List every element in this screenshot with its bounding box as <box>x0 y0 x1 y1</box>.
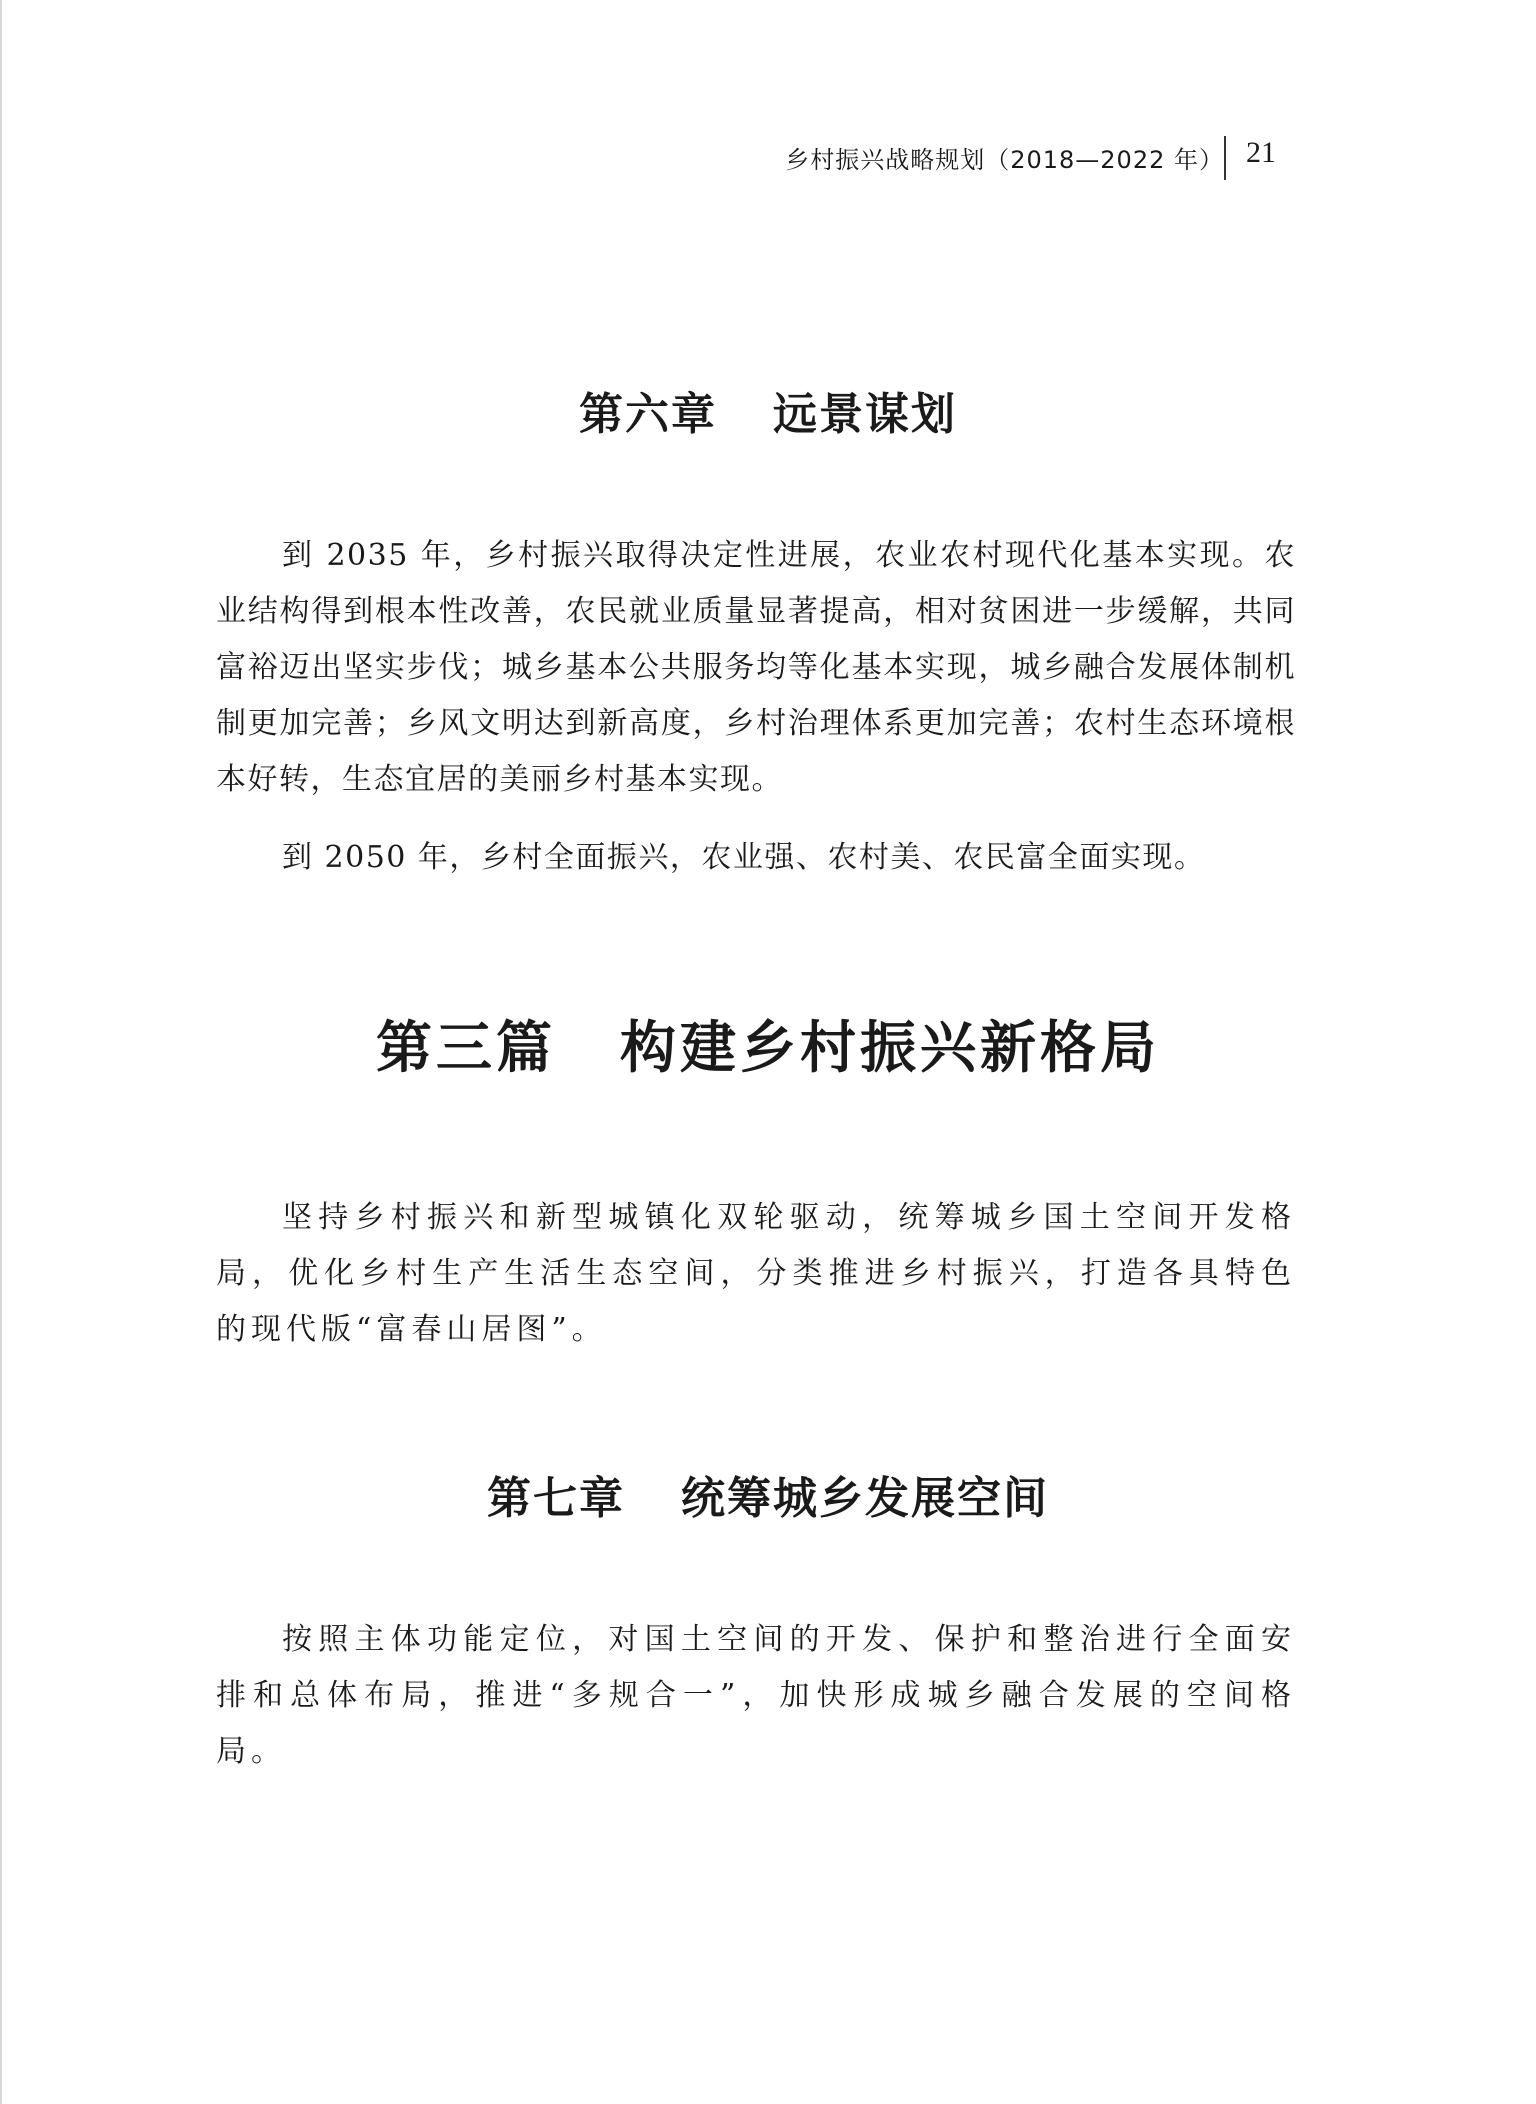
chapter-6-label: 第六章 <box>579 389 717 440</box>
page-number: 21 <box>1246 136 1276 169</box>
part-3-heading <box>0 1004 1536 1084</box>
chapter-7-title: 统筹城乡发展空间 <box>681 1473 1049 1524</box>
chapter-6-paragraph-1: 到 2035 年，乡村振兴取得决定性进展，农业农村现代化基本实现。农业结构得到根本性改善，农民就业质量显著提高，相对贫困进一步缓解，共同富裕迈出坚实步伐；城乡基本公共服务均等化基本实现，城乡融合发展体制机制更加完善；乡风文明达到新高度，乡村治理体系更加完善；农村生态环境根本好转，生态宜居的美丽乡村基本实现。 <box>216 538 1296 797</box>
part-3-title: 构建乡村振兴新格局 <box>620 1015 1160 1081</box>
chapter-7-paragraph: 按照主体功能定位，对国土空间的开发、保护和整治进行全面安排和总体布局，推进“多规合一”，加快形成城乡融合发展的空间格局。 <box>216 1622 1296 1769</box>
chapter-6-heading <box>0 378 1536 442</box>
part-3-paragraph: 坚持乡村振兴和新型城镇化双轮驱动，统筹城乡国土空间开发格局，优化乡村生产生活生态空间，分类推进乡村振兴，打造各具特色的现代版“富春山居图”。 <box>216 1200 1296 1347</box>
running-header-title: 乡村振兴战略规划（2018—2022 年） <box>785 146 1224 174</box>
chapter-7-heading <box>0 1462 1536 1526</box>
chapter-6-title: 远景谋划 <box>773 389 957 440</box>
chapter-6-paragraph-2: 到 2050 年，乡村全面振兴，农业强、农村美、农民富全面实现。 <box>282 840 1206 875</box>
header-divider <box>1224 136 1226 180</box>
part-3-label: 第三篇 <box>376 1015 556 1081</box>
chapter-7-label: 第七章 <box>487 1473 625 1524</box>
running-header <box>0 136 1536 180</box>
